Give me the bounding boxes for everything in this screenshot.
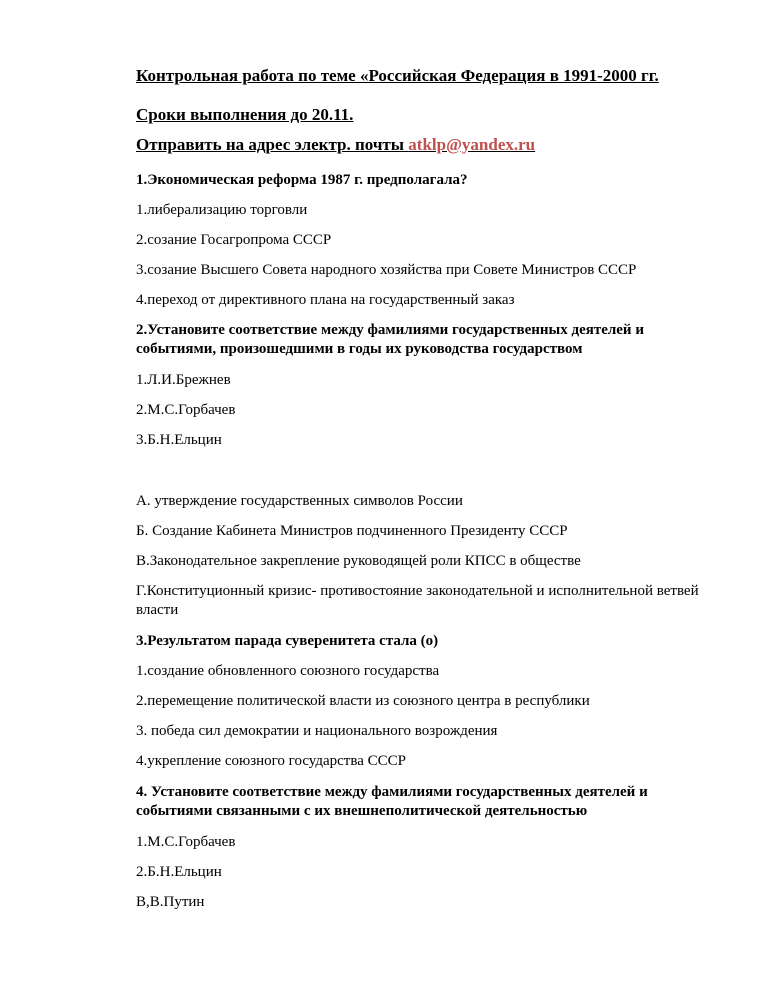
- question-4-title-start: . Установите соответствие между фамилиями государственных деятелей и: [143, 784, 648, 800]
- q2-event-a: А. утверждение государственных символов России: [136, 493, 463, 509]
- question-4-title-line-1: [136, 783, 648, 801]
- q4-person-2: 2.Б.Н.Ельцин: [136, 864, 222, 880]
- question-2-title-line-2: событиями, произошедшими в годы их руководства государством: [136, 341, 583, 357]
- question-2-title-line-1: 2.Установите соответствие между фамилиями государственных деятелей и: [136, 322, 644, 338]
- send-line: [136, 136, 535, 154]
- send-prefix: Отправить на адрес электр. почты: [136, 135, 409, 154]
- question-1-title: 1.Экономическая реформа 1987 г. предполагала?: [136, 172, 468, 188]
- q2-event-g-line-2: власти: [136, 602, 179, 618]
- deadline-line: Сроки выполнения до 20.11.: [136, 105, 354, 124]
- q2-person-2: 2.М.С.Горбачев: [136, 402, 236, 418]
- email-link[interactable]: atklp@yandex.ru: [408, 135, 536, 154]
- question-4-title-line-2: событиями связанными с их внешнеполитической деятельностью: [136, 803, 588, 819]
- q3-option-1: 1.создание обновленного союзного государства: [136, 663, 440, 679]
- question-3-title: 3.Результатом парада суверенитета стала (о): [136, 633, 439, 649]
- q2-event-g-line-1: Г.Конституционный кризис- противостояние законодательной и исполнительной ветвей: [136, 583, 699, 599]
- q2-event-b: Б. Создание Кабинета Министров подчиненного Президенту СССР: [136, 523, 568, 539]
- q1-option-3: 3.созание Высшего Совета народного хозяйства при Совете Министров СССР: [136, 262, 637, 278]
- q3-option-4: 4.укрепление союзного государства СССР: [136, 753, 406, 769]
- q2-person-3: 3.Б.Н.Ельцин: [136, 432, 222, 448]
- q3-option-2: 2.перемещение политической власти из союзного центра в республики: [136, 693, 590, 709]
- document-title: Контрольная работа по теме «Российская Федерация в 1991-2000 гг.: [136, 66, 659, 85]
- q4-person-3: В,В.Путин: [136, 894, 205, 910]
- q1-option-1: 1.либерализацию торговли: [136, 202, 308, 218]
- q2-event-v: В.Законодательное закрепление руководящей роли КПСС в обществе: [136, 553, 581, 569]
- question-4-number: 4: [136, 784, 144, 800]
- q1-option-4: 4.переход от директивного плана на государственный заказ: [136, 292, 515, 308]
- q2-person-1: 1.Л.И.Брежнев: [136, 372, 231, 388]
- q3-option-3: 3. победа сил демократии и национального возрождения: [136, 723, 498, 739]
- q4-person-1: 1.М.С.Горбачев: [136, 834, 236, 850]
- q1-option-2: 2.созание Госагропрома СССР: [136, 232, 332, 248]
